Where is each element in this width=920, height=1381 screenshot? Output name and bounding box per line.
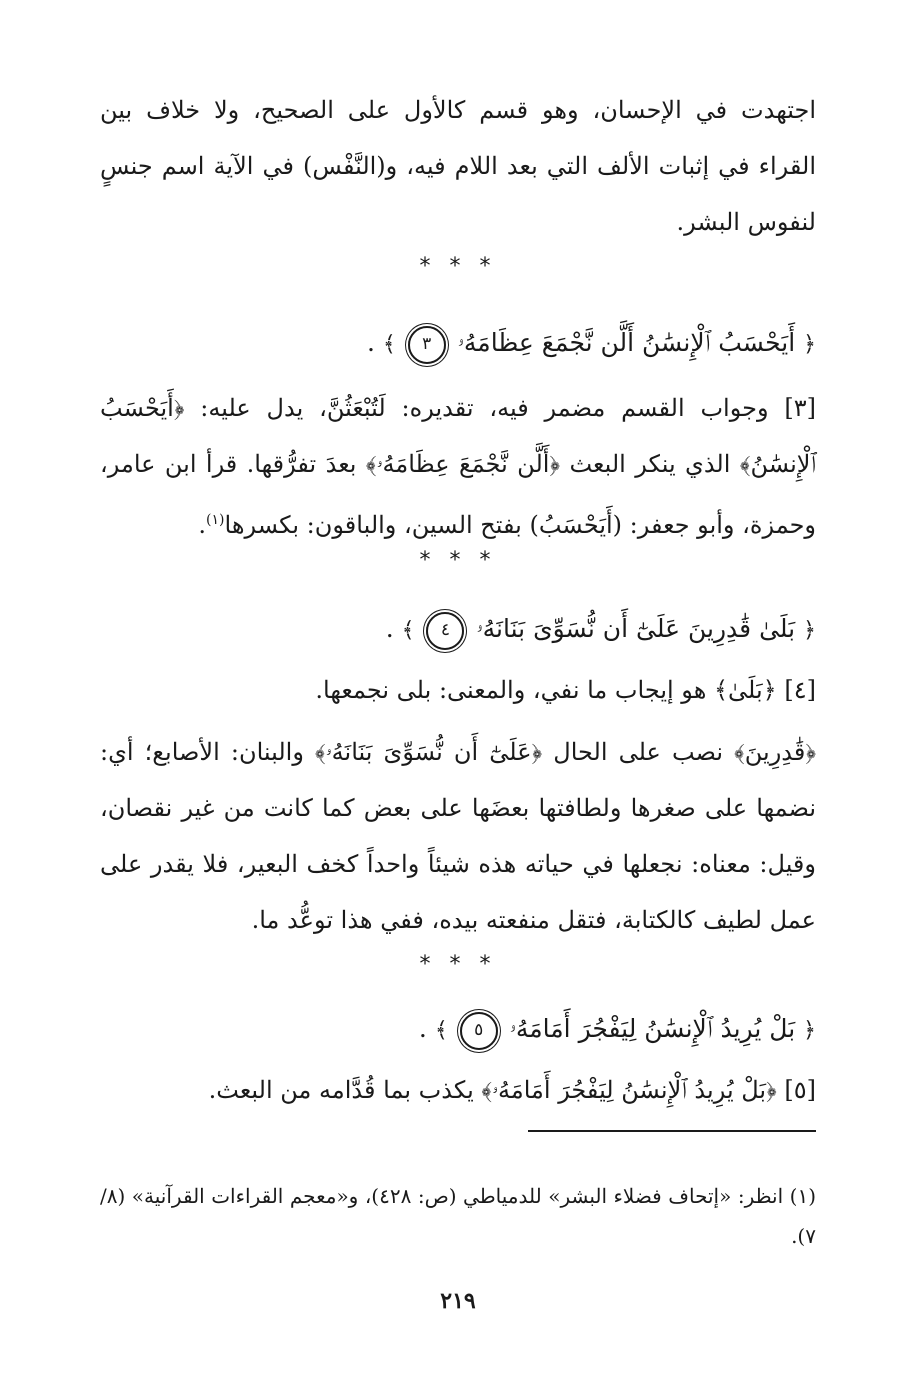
verse-3 [100, 318, 816, 370]
verse-period: . [366, 328, 375, 357]
commentary-3-period: . [198, 511, 207, 539]
footnote-ref: (١) [206, 512, 225, 528]
document-page [100, 82, 816, 1332]
ayah-number-badge: ٣ [408, 326, 446, 364]
section-separator: * * * [419, 254, 497, 279]
ayah-number-badge: ٥ [460, 1012, 498, 1050]
verse-period: . [385, 614, 394, 643]
verse-close-ornament: ﴾ [382, 332, 396, 357]
verse-close-ornament: ﴾ [434, 1018, 448, 1043]
footnote: (١) انظر: «إتحاف فضلاء البشر» للدمياطي (ص: ٤٢٨)، و«معجم القراءات القرآنية» (٨/ ٧). [100, 1184, 816, 1248]
commentary-4-continued: ﴿قَٰدِرِينَ﴾ نصب على الحال ﴿عَلَىٰٓ أَن نُّسَوِّىَ بَنَانَهُۥ﴾ والبنان: الأصابع؛ أي: نضمها على صغرها ولطافتها بعضَها على بعض كما كانت من غير نقصان، وقيل: معناه: نجعلها في حياته هذه شيئاً واحداً كخف البعير، فلا يقدر على عمل لطيف كالكتابة، فتقل منفعته بيده، ففي هذا توعُّد ما. [100, 738, 816, 934]
verse-open-ornament: ﴿ [803, 618, 816, 643]
verse-5 [100, 1004, 816, 1056]
verse-text: أَيَحْسَبُ ٱلْإِنسَٰنُ أَلَّن نَّجْمَعَ عِظَامَهُۥ [457, 328, 796, 357]
footnote-divider [528, 1130, 816, 1132]
section-separator: * * * [419, 548, 497, 573]
commentary-5: [٥] ﴿بَلْ يُرِيدُ ٱلْإِنسَٰنُ لِيَفْجُرَ أَمَامَهُۥ﴾ يكذب بما قُدَّامه من البعث. [208, 1076, 816, 1104]
verse-text: بَلْ يُرِيدُ ٱلْإِنسَٰنُ لِيَفْجُرَ أَمَامَهُۥ [509, 1014, 796, 1043]
page-number: ٢١٩ [440, 1288, 476, 1314]
section-separator: * * * [419, 952, 497, 977]
ayah-number-badge: ٤ [426, 612, 464, 650]
verse-4 [100, 604, 816, 656]
verse-text: بَلَىٰ قَٰدِرِينَ عَلَىٰٓ أَن نُّسَوِّىَ بَنَانَهُۥ [476, 614, 796, 643]
verse-open-ornament: ﴿ [803, 332, 816, 357]
commentary-3-text: [٣] وجواب القسم مضمر فيه، تقديره: لَتُبْعَثُنَّ، يدل عليه: ﴿أَيَحْسَبُ ٱلْإِنسَٰنُ﴾ الذي ينكر البعث ﴿أَلَّن نَّجْمَعَ عِظَامَهُۥ﴾ بعدَ تفرُّقها. قرأ ابن عامر، وحمزة، وأبو جعفر: (أَيَحْسَبُ) بفتح السين، والباقون: بكسرها [100, 394, 816, 539]
intro-paragraph: اجتهدت في الإحسان، وهو قسم كالأول على الصحيح، ولا خلاف بين القراء في إثبات الألف التي بعد اللام فيه، و(النَّفْس) في الآية اسم جنسٍ لنفوس البشر. [100, 96, 816, 236]
verse-close-ornament: ﴾ [401, 618, 415, 643]
commentary-3 [100, 380, 816, 553]
verse-period: . [418, 1014, 427, 1043]
commentary-4: [٤] ﴿بَلَىٰ﴾ هو إيجاب ما نفي، والمعنى: بلى نجمعها. [315, 676, 816, 704]
verse-open-ornament: ﴿ [803, 1018, 816, 1043]
